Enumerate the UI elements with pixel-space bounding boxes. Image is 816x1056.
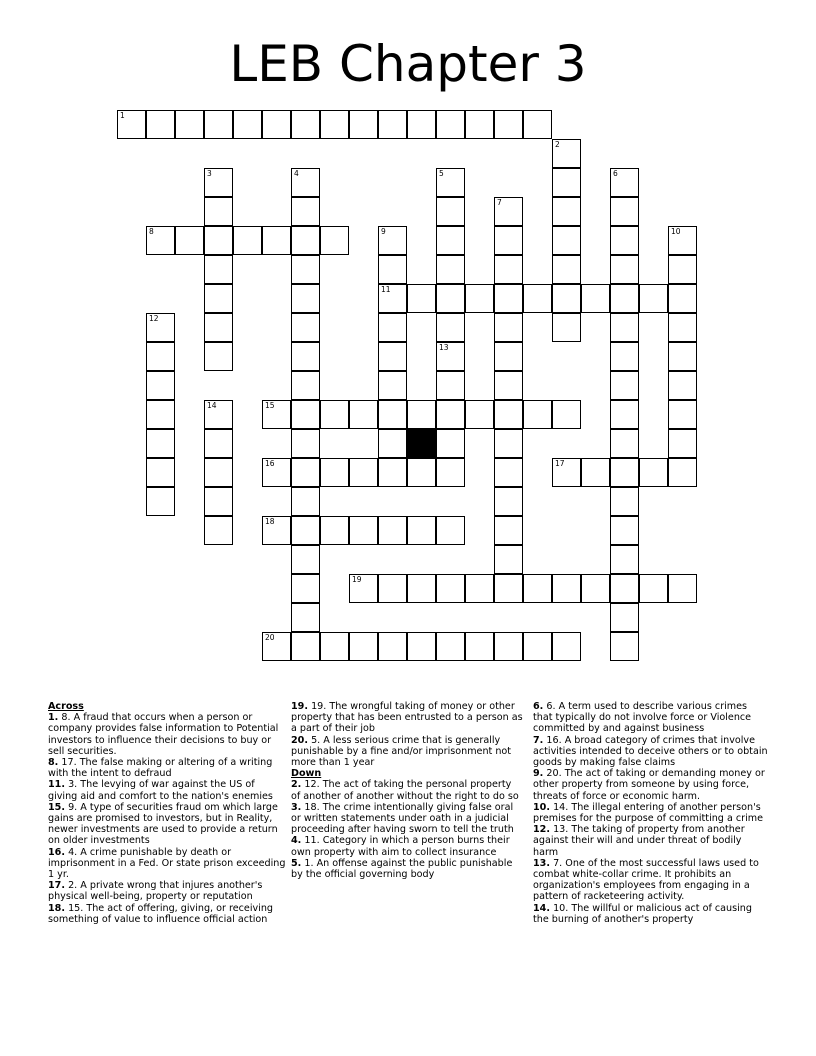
- clue-number: 8.: [48, 757, 59, 769]
- answer-cell[interactable]: [291, 197, 320, 226]
- clue-text: 18. The crime intentionally giving false oral or written statements under oath in a judicial proceeding after having sworn to tell the truth: [291, 801, 514, 836]
- answer-cell[interactable]: [494, 255, 523, 284]
- clue-text: 2. A private wrong that injures another's physical well-being, property or reputation: [48, 880, 263, 903]
- answer-cell[interactable]: [378, 226, 407, 255]
- clue-down-14: [533, 903, 769, 925]
- answer-cell[interactable]: [204, 400, 233, 429]
- cell-number: 7: [497, 198, 502, 207]
- answer-cell[interactable]: [291, 574, 320, 603]
- answer-cell[interactable]: [262, 632, 291, 661]
- answer-cell[interactable]: [494, 574, 523, 603]
- clue-number: 6.: [533, 701, 544, 712]
- answer-cell[interactable]: [436, 400, 465, 429]
- cell-number: 8: [149, 227, 154, 236]
- answer-cell[interactable]: [320, 226, 349, 255]
- answer-cell[interactable]: [668, 284, 697, 313]
- answer-cell[interactable]: [610, 603, 639, 632]
- answer-cell[interactable]: [204, 313, 233, 342]
- cell-number: 19: [352, 575, 362, 584]
- answer-cell[interactable]: [407, 632, 436, 661]
- answer-cell[interactable]: [668, 574, 697, 603]
- answer-cell[interactable]: [436, 255, 465, 284]
- answer-cell[interactable]: [436, 371, 465, 400]
- answer-cell[interactable]: [407, 284, 436, 313]
- answer-cell[interactable]: [494, 197, 523, 226]
- clue-text: 16. A broad category of crimes that involve activities intended to deceive others or to obtain goods by making false claims: [533, 734, 768, 769]
- answer-cell[interactable]: [610, 429, 639, 458]
- clue-across-19: [291, 701, 523, 735]
- answer-cell[interactable]: [291, 400, 320, 429]
- answer-cell[interactable]: [639, 458, 668, 487]
- answer-cell[interactable]: [320, 400, 349, 429]
- answer-cell[interactable]: [262, 400, 291, 429]
- answer-cell[interactable]: [204, 226, 233, 255]
- answer-cell[interactable]: [436, 632, 465, 661]
- clue-across-11: [48, 779, 286, 801]
- answer-cell[interactable]: [378, 110, 407, 139]
- answer-cell[interactable]: [146, 371, 175, 400]
- answer-cell[interactable]: [146, 226, 175, 255]
- clue-down-3: [291, 802, 523, 836]
- clue-number: 7.: [533, 734, 544, 746]
- cell-number: 20: [265, 633, 275, 642]
- answer-cell[interactable]: [552, 284, 581, 313]
- answer-cell[interactable]: [291, 313, 320, 342]
- clue-text: 3. The levying of war against the US of giving aid and comfort to the nation's enemies: [48, 779, 273, 802]
- clue-number: 14.: [533, 902, 550, 914]
- answer-cell[interactable]: [349, 400, 378, 429]
- clue-number: 2.: [291, 779, 302, 791]
- clue-down-12: [533, 824, 769, 858]
- answer-cell[interactable]: [117, 110, 146, 139]
- answer-cell[interactable]: [175, 226, 204, 255]
- answer-cell[interactable]: [204, 342, 233, 371]
- answer-cell[interactable]: [407, 458, 436, 487]
- answer-cell[interactable]: [610, 313, 639, 342]
- black-square: [407, 429, 436, 458]
- answer-cell[interactable]: [668, 226, 697, 255]
- clue-text: 9. A type of securities fraud om which large gains are promised to investors, but in Reality, newer investments are used to provide a return on older investments: [48, 801, 278, 847]
- answer-cell[interactable]: [349, 516, 378, 545]
- answer-cell[interactable]: [146, 458, 175, 487]
- answer-cell[interactable]: [639, 574, 668, 603]
- answer-cell[interactable]: [552, 313, 581, 342]
- clue-number: 15.: [48, 801, 65, 813]
- clue-across-15: [48, 802, 286, 847]
- answer-cell[interactable]: [146, 313, 175, 342]
- answer-cell[interactable]: [204, 197, 233, 226]
- answer-cell[interactable]: [320, 110, 349, 139]
- clue-down-9: [533, 768, 769, 802]
- answer-cell[interactable]: [204, 284, 233, 313]
- answer-cell[interactable]: [204, 255, 233, 284]
- answer-cell[interactable]: [465, 632, 494, 661]
- answer-cell[interactable]: [581, 284, 610, 313]
- clue-text: 19. The wrongful taking of money or other property that has been entrusted to a person as a part of their job: [291, 701, 523, 735]
- answer-cell[interactable]: [436, 458, 465, 487]
- cell-number: 14: [207, 401, 217, 410]
- clue-number: 9.: [533, 768, 544, 780]
- clue-across-16: [48, 847, 286, 881]
- answer-cell[interactable]: [668, 429, 697, 458]
- answer-cell[interactable]: [494, 371, 523, 400]
- answer-cell[interactable]: [465, 574, 494, 603]
- answer-cell[interactable]: [552, 632, 581, 661]
- clue-down-5: [291, 858, 523, 880]
- answer-cell[interactable]: [436, 516, 465, 545]
- answer-cell[interactable]: [494, 313, 523, 342]
- answer-cell[interactable]: [494, 429, 523, 458]
- answer-cell[interactable]: [407, 574, 436, 603]
- clue-text: 4. A crime punishable by death or imprisonment in a Fed. Or state prison exceeding 1 yr.: [48, 846, 286, 881]
- answer-cell[interactable]: [378, 574, 407, 603]
- cell-number: 1: [120, 111, 125, 120]
- clues-column-2: [291, 701, 523, 880]
- answer-cell[interactable]: [523, 574, 552, 603]
- clue-number: 13.: [533, 857, 550, 869]
- answer-cell[interactable]: [291, 226, 320, 255]
- answer-cell[interactable]: [465, 110, 494, 139]
- answer-cell[interactable]: [610, 197, 639, 226]
- clue-number: 11.: [48, 779, 65, 791]
- clue-down-2: [291, 779, 523, 801]
- answer-cell[interactable]: [610, 574, 639, 603]
- answer-cell[interactable]: [378, 458, 407, 487]
- answer-cell[interactable]: [552, 168, 581, 197]
- clue-number: 16.: [48, 846, 65, 858]
- answer-cell[interactable]: [146, 487, 175, 516]
- answer-cell[interactable]: [552, 197, 581, 226]
- answer-cell[interactable]: [146, 342, 175, 371]
- answer-cell[interactable]: [494, 632, 523, 661]
- clue-text: 10. The willful or malicious act of causing the burning of another's property: [533, 902, 752, 925]
- answer-cell[interactable]: [378, 516, 407, 545]
- answer-cell[interactable]: [320, 632, 349, 661]
- answer-cell[interactable]: [407, 516, 436, 545]
- answer-cell[interactable]: [291, 371, 320, 400]
- answer-cell[interactable]: [204, 429, 233, 458]
- answer-cell[interactable]: [610, 226, 639, 255]
- answer-cell[interactable]: [233, 110, 262, 139]
- answer-cell[interactable]: [204, 516, 233, 545]
- cell-number: 10: [671, 227, 681, 236]
- answer-cell[interactable]: [610, 632, 639, 661]
- answer-cell[interactable]: [494, 516, 523, 545]
- answer-cell[interactable]: [610, 168, 639, 197]
- answer-cell[interactable]: [668, 371, 697, 400]
- answer-cell[interactable]: [581, 574, 610, 603]
- answer-cell[interactable]: [291, 516, 320, 545]
- cell-number: 9: [381, 227, 386, 236]
- answer-cell[interactable]: [436, 110, 465, 139]
- answer-cell[interactable]: [146, 110, 175, 139]
- answer-cell[interactable]: [494, 545, 523, 574]
- cell-number: 16: [265, 459, 275, 468]
- cell-number: 17: [555, 459, 565, 468]
- answer-cell[interactable]: [378, 255, 407, 284]
- answer-cell[interactable]: [146, 429, 175, 458]
- clue-number: 5.: [291, 857, 302, 869]
- answer-cell[interactable]: [494, 284, 523, 313]
- cell-number: 6: [613, 169, 618, 178]
- cell-number: 4: [294, 169, 299, 178]
- answer-cell[interactable]: [436, 226, 465, 255]
- clue-number: 3.: [291, 801, 302, 813]
- answer-cell[interactable]: [552, 458, 581, 487]
- clue-across-17: [48, 880, 286, 902]
- cell-number: 3: [207, 169, 212, 178]
- answer-cell[interactable]: [349, 632, 378, 661]
- clue-across-20: [291, 735, 523, 769]
- clue-text: 7. One of the most successful laws used to combat white-collar crime. It prohibits an organization's employees from engaging in a pattern of racketeering activity.: [533, 857, 759, 903]
- answer-cell[interactable]: [465, 400, 494, 429]
- clue-down-13: [533, 858, 769, 903]
- answer-cell[interactable]: [610, 487, 639, 516]
- clue-text: 15. The act of offering, giving, or receiving something of value to influence official action: [48, 902, 274, 925]
- clue-text: 11. Category in which a person burns their own property with aim to collect insurance: [291, 835, 510, 858]
- across-heading: Across: [48, 701, 84, 712]
- answer-cell[interactable]: [668, 313, 697, 342]
- answer-cell[interactable]: [378, 400, 407, 429]
- clue-number: 1.: [48, 712, 59, 724]
- clue-down-10: [533, 802, 769, 824]
- answer-cell[interactable]: [291, 632, 320, 661]
- answer-cell[interactable]: [494, 458, 523, 487]
- clue-text: 20. The act of taking or demanding money or other property from someone by using force, threats of force or economic harm.: [533, 768, 765, 802]
- answer-cell[interactable]: [639, 284, 668, 313]
- answer-cell[interactable]: [320, 458, 349, 487]
- answer-cell[interactable]: [436, 197, 465, 226]
- answer-cell[interactable]: [291, 255, 320, 284]
- clue-down-6: [533, 701, 769, 735]
- answer-cell[interactable]: [378, 342, 407, 371]
- answer-cell[interactable]: [291, 458, 320, 487]
- answer-cell[interactable]: [552, 574, 581, 603]
- answer-cell[interactable]: [436, 342, 465, 371]
- cell-number: 11: [381, 285, 391, 294]
- answer-cell[interactable]: [610, 400, 639, 429]
- answer-cell[interactable]: [407, 400, 436, 429]
- answer-cell[interactable]: [407, 110, 436, 139]
- answer-cell[interactable]: [291, 487, 320, 516]
- answer-cell[interactable]: [552, 255, 581, 284]
- clue-text: 8. A fraud that occurs when a person or company provides false information to Potential investors to influence their decisions to buy or sell securities.: [48, 712, 279, 757]
- answer-cell[interactable]: [291, 342, 320, 371]
- clue-number: 10.: [533, 801, 550, 813]
- answer-cell[interactable]: [668, 255, 697, 284]
- clue-text: 1. An offense against the public punishable by the official governing body: [291, 857, 513, 881]
- clue-number: 17.: [48, 880, 65, 892]
- cell-number: 5: [439, 169, 444, 178]
- answer-cell[interactable]: [523, 284, 552, 313]
- clue-text: 17. The false making or altering of a writing with the intent to defraud: [48, 757, 273, 780]
- answer-cell[interactable]: [204, 110, 233, 139]
- answer-cell[interactable]: [610, 458, 639, 487]
- cell-number: 13: [439, 343, 449, 352]
- cell-number: 15: [265, 401, 275, 410]
- clue-across-1: [48, 712, 286, 757]
- answer-cell[interactable]: [291, 110, 320, 139]
- page-title: LEB Chapter 3: [229, 35, 587, 93]
- down-heading: Down: [291, 768, 322, 780]
- answer-cell[interactable]: [552, 226, 581, 255]
- answer-cell[interactable]: [610, 516, 639, 545]
- answer-cell[interactable]: [523, 110, 552, 139]
- clue-across-8: [48, 757, 286, 779]
- answer-cell[interactable]: [291, 429, 320, 458]
- answer-cell[interactable]: [494, 400, 523, 429]
- answer-cell[interactable]: [349, 574, 378, 603]
- answer-cell[interactable]: [465, 284, 494, 313]
- answer-cell[interactable]: [262, 226, 291, 255]
- answer-cell[interactable]: [378, 284, 407, 313]
- answer-cell[interactable]: [610, 342, 639, 371]
- clues-column-3: [533, 701, 769, 925]
- answer-cell[interactable]: [436, 313, 465, 342]
- answer-cell[interactable]: [436, 168, 465, 197]
- answer-cell[interactable]: [494, 487, 523, 516]
- clue-text: 14. The illegal entering of another person's premises for the purpose of committing a crime: [533, 801, 764, 825]
- answer-cell[interactable]: [436, 429, 465, 458]
- clue-number: 20.: [291, 734, 308, 746]
- answer-cell[interactable]: [668, 342, 697, 371]
- answer-cell[interactable]: [494, 110, 523, 139]
- answer-cell[interactable]: [668, 400, 697, 429]
- answer-cell[interactable]: [378, 313, 407, 342]
- answer-cell[interactable]: [552, 139, 581, 168]
- answer-cell[interactable]: [494, 342, 523, 371]
- clue-number: 18.: [48, 902, 65, 914]
- answer-cell[interactable]: [320, 516, 349, 545]
- answer-cell[interactable]: [262, 110, 291, 139]
- answer-cell[interactable]: [262, 458, 291, 487]
- answer-cell[interactable]: [378, 429, 407, 458]
- cell-number: 2: [555, 140, 560, 149]
- clue-across-18: [48, 903, 286, 925]
- answer-cell[interactable]: [291, 284, 320, 313]
- clue-number: 4.: [291, 835, 302, 847]
- answer-cell[interactable]: [610, 545, 639, 574]
- answer-cell[interactable]: [349, 458, 378, 487]
- answer-cell[interactable]: [668, 458, 697, 487]
- cell-number: 12: [149, 314, 159, 323]
- clue-down-7: [533, 735, 769, 769]
- answer-cell[interactable]: [610, 255, 639, 284]
- answer-cell[interactable]: [581, 458, 610, 487]
- answer-cell[interactable]: [523, 400, 552, 429]
- cell-number: 18: [265, 517, 275, 526]
- answer-cell[interactable]: [494, 226, 523, 255]
- answer-cell[interactable]: [436, 284, 465, 313]
- answer-cell[interactable]: [291, 545, 320, 574]
- answer-cell[interactable]: [378, 371, 407, 400]
- clue-down-4: [291, 835, 523, 857]
- clue-text: 6. A term used to describe various crimes that typically do not involve force or Violence committed by and against business: [533, 701, 752, 735]
- answer-cell[interactable]: [233, 226, 262, 255]
- answer-cell[interactable]: [523, 632, 552, 661]
- answer-cell[interactable]: [436, 574, 465, 603]
- answer-cell[interactable]: [204, 458, 233, 487]
- answer-cell[interactable]: [610, 284, 639, 313]
- answer-cell[interactable]: [146, 400, 175, 429]
- clue-number: 12.: [533, 824, 550, 836]
- answer-cell[interactable]: [204, 168, 233, 197]
- answer-cell[interactable]: [552, 400, 581, 429]
- answer-cell[interactable]: [349, 110, 378, 139]
- clue-number: 19.: [291, 701, 308, 712]
- answer-cell[interactable]: [291, 603, 320, 632]
- clues-column-1: [48, 701, 286, 925]
- clue-text: 12. The act of taking the personal property of another of another without the right to do so: [291, 779, 519, 802]
- answer-cell[interactable]: [262, 516, 291, 545]
- answer-cell[interactable]: [291, 168, 320, 197]
- answer-cell[interactable]: [378, 632, 407, 661]
- clue-text: 5. A less serious crime that is generally punishable by a fine and/or imprisonment not more than 1 year: [291, 734, 512, 769]
- answer-cell[interactable]: [610, 371, 639, 400]
- answer-cell[interactable]: [175, 110, 204, 139]
- answer-cell[interactable]: [204, 487, 233, 516]
- clue-text: 13. The taking of property from another against their will and under threat of bodily harm: [533, 824, 745, 858]
